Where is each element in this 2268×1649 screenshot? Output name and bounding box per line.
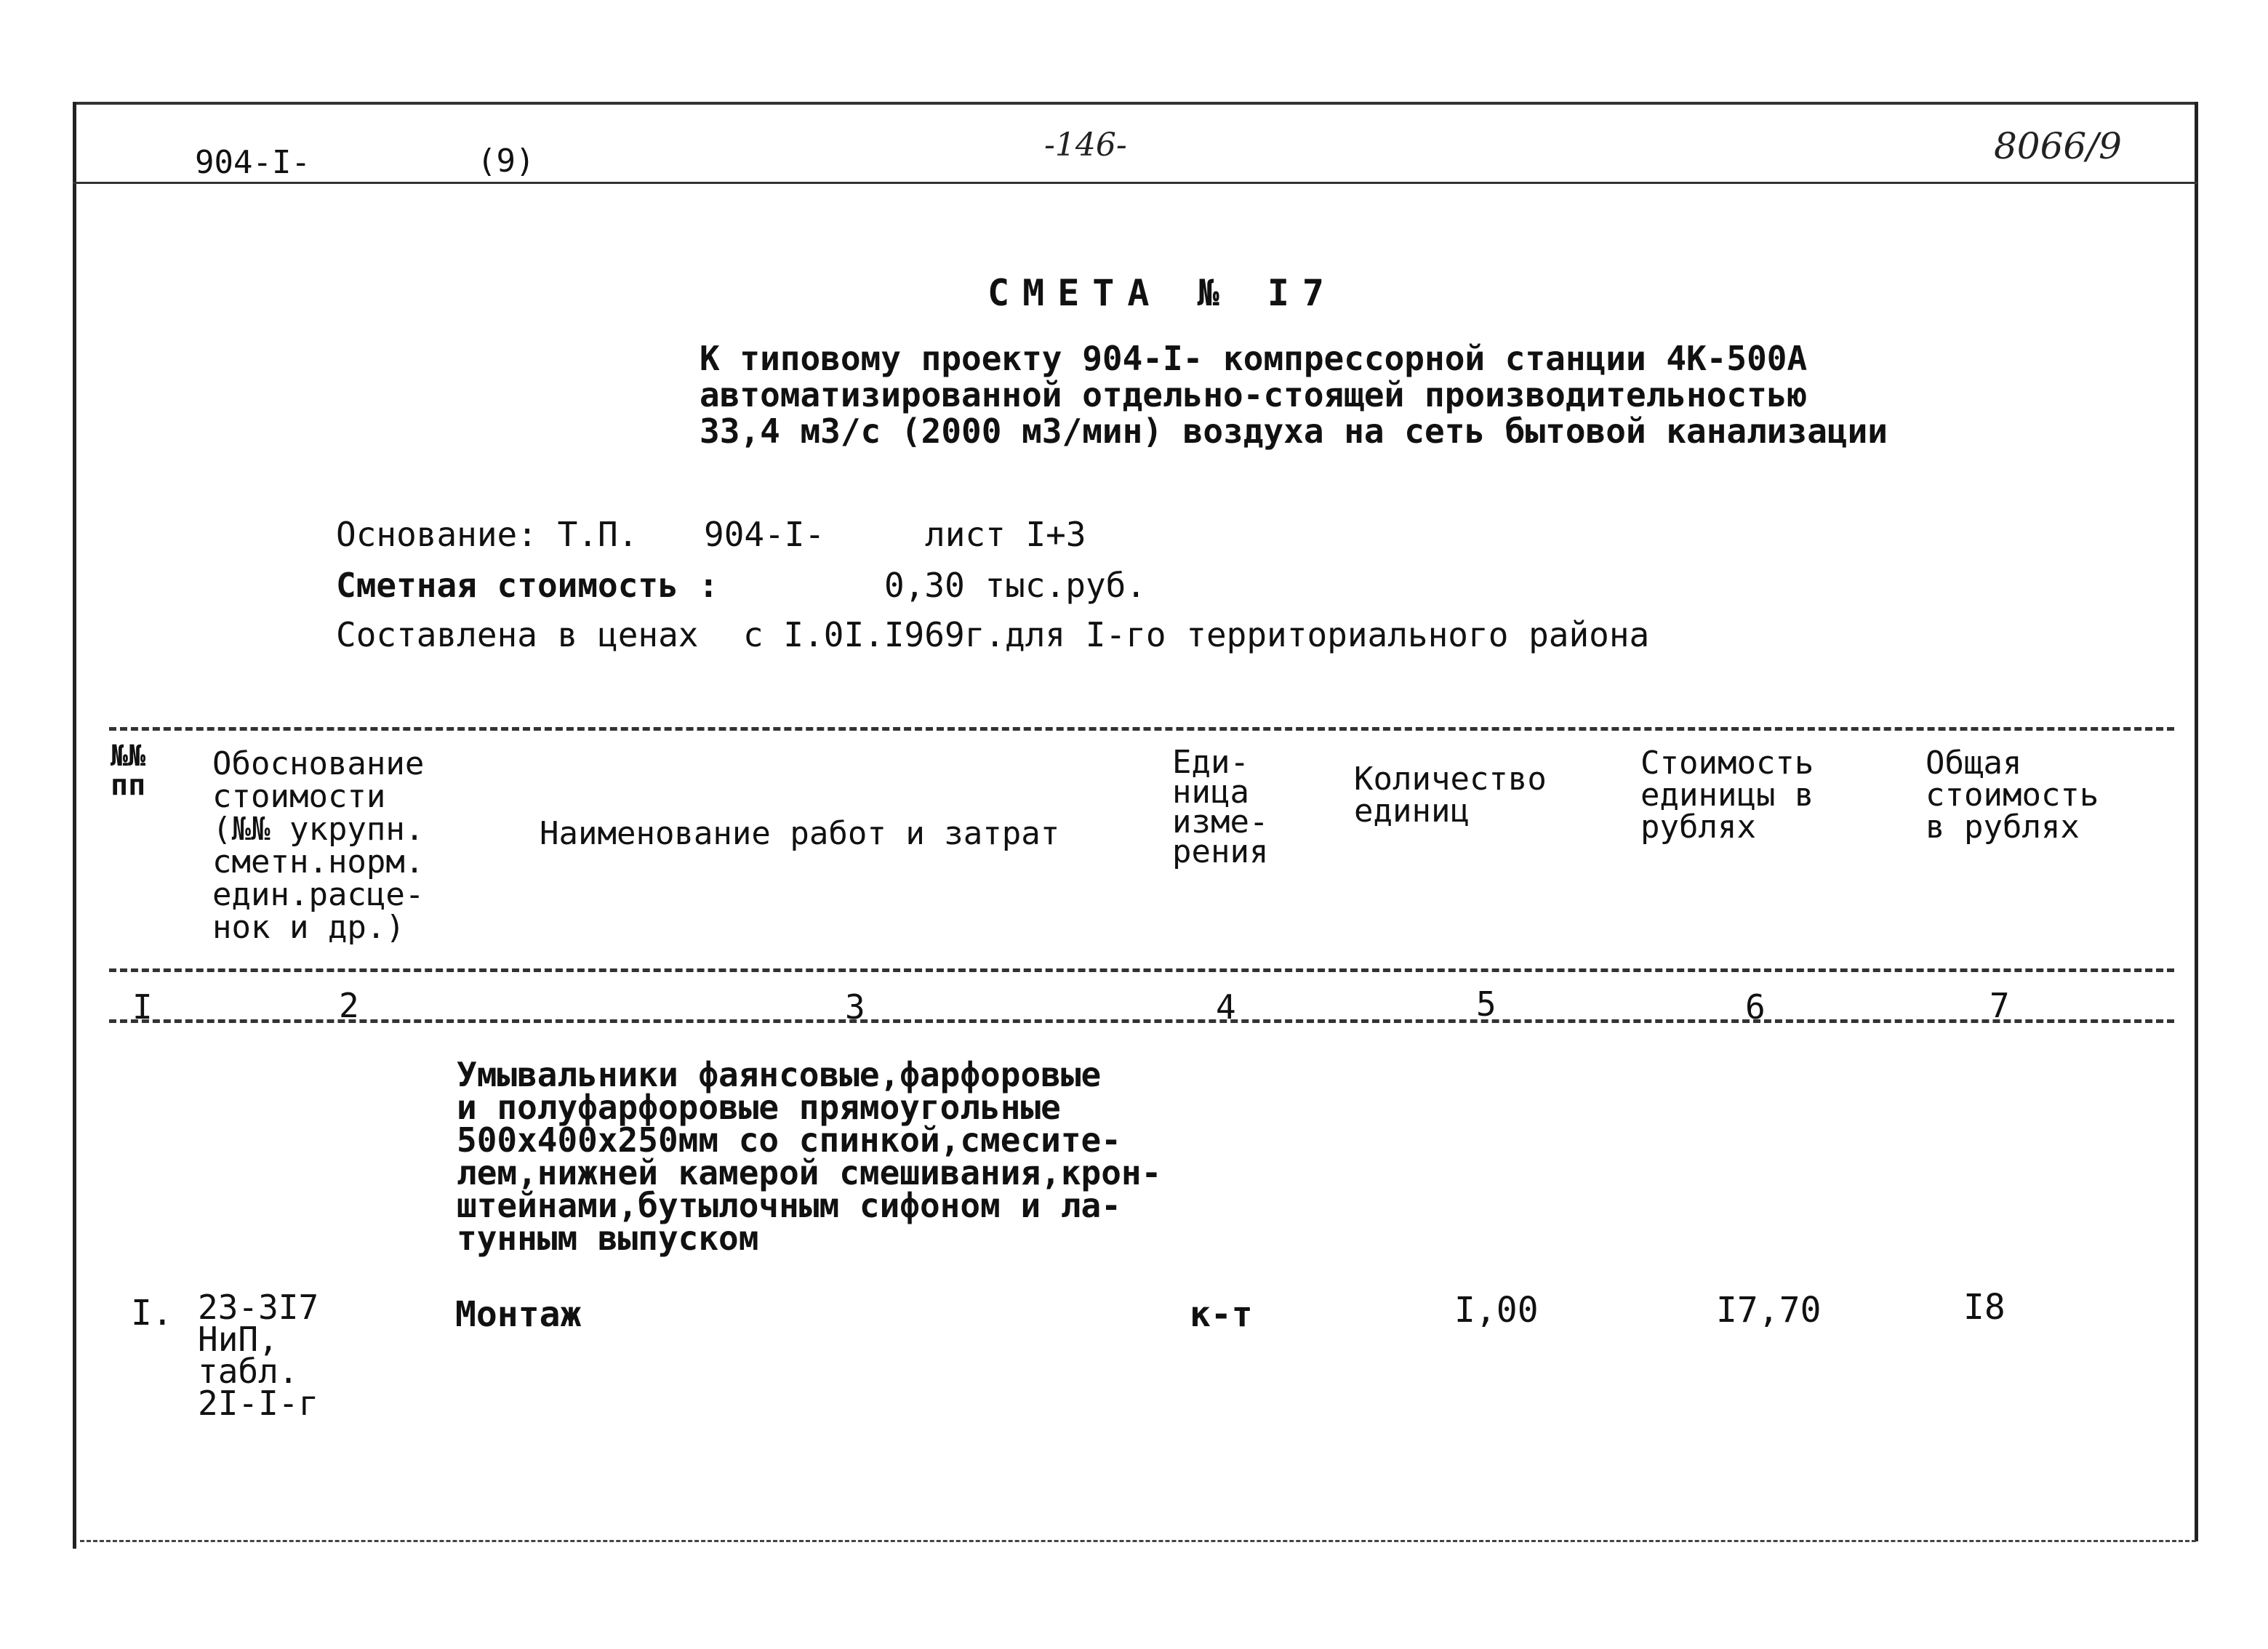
column-header-number: №№ пп (111, 739, 146, 802)
subtitle-line-3: 33,4 м3/с (2000 м3/мин) воздуха на сеть бытовой канализации (700, 412, 1888, 451)
frame-top-line (73, 102, 2197, 105)
column-number-1: I (132, 987, 153, 1027)
archive-number: 8066/9 (1994, 125, 2122, 167)
basis-project: 904-I- (704, 515, 825, 554)
row-1-number: I. (131, 1293, 173, 1333)
column-header-total: Общая стоимость в рублях (1926, 745, 2099, 846)
column-number-7: 7 (1989, 986, 2010, 1025)
cost-value: 0,30 тыс.руб. (884, 566, 1147, 605)
prices-label: Составлена в ценах (336, 615, 699, 654)
column-number-5: 5 (1476, 984, 1496, 1024)
column-number-4: 4 (1216, 987, 1236, 1027)
cost-label: Сметная стоимость : (336, 566, 719, 605)
section-title: Умывальники фаянсовые,фарфоровые и полуфарфоровые прямоугольные 500х400х250мм со спинкой,смесите- лем,нижней камерой смешивания,крон- штейнами,бутылочным сифоном и ла- тунным выпуском (457, 1055, 1162, 1258)
frame-left-line (73, 102, 76, 1549)
basis-sheet: лист I+3 (925, 515, 1086, 554)
header-rule (73, 182, 2197, 184)
column-number-2: 2 (339, 986, 359, 1025)
page-number: -146- (1044, 127, 1127, 164)
row-1-name: Монтаж (455, 1294, 582, 1335)
frame-bottom-line (80, 1540, 2196, 1542)
row-1-total: I8 (1963, 1287, 2005, 1328)
basis-label: Основание: Т.П. (336, 515, 638, 554)
subtitle-line-1: К типовому проекту 904-I- компрессорной станции 4К-500А (700, 339, 1808, 378)
column-header-unit: Еди- ница изме- рения (1172, 744, 1269, 870)
column-header-unit-cost: Стоимость единицы в рублях (1640, 745, 1814, 846)
subtitle-line-2: автоматизированной отдельно-стоящей производительностью (700, 375, 1808, 414)
column-header-basis: Обоснование стоимости (№№ укрупн. сметн.норм. един.расце- нок и др.) (212, 745, 425, 946)
column-header-quantity: Количество единиц (1354, 761, 1547, 830)
table-top-rule (109, 727, 2174, 731)
prices-value: с I.0I.I969г.для I-го территориального района (743, 615, 1650, 654)
column-numbers-bottom-rule (109, 1019, 2174, 1023)
frame-right-line (2195, 102, 2198, 1541)
row-1-basis: 23-3I7 НиП, табл. 2I-I-г (198, 1288, 319, 1423)
page-title: СМЕТА № I7 (987, 272, 1338, 314)
header-project-code: 904-I- (195, 144, 310, 181)
header-sheet-number: (9) (477, 143, 535, 180)
column-number-6: 6 (1745, 987, 1766, 1027)
column-numbers-top-rule (109, 968, 2174, 972)
row-1-unit: к-т (1190, 1294, 1253, 1335)
row-1-unit-cost: I7,70 (1716, 1290, 1822, 1331)
row-1-quantity: I,00 (1454, 1290, 1539, 1331)
column-header-name: Наименование работ и затрат (540, 815, 1060, 852)
column-number-3: 3 (845, 987, 865, 1027)
